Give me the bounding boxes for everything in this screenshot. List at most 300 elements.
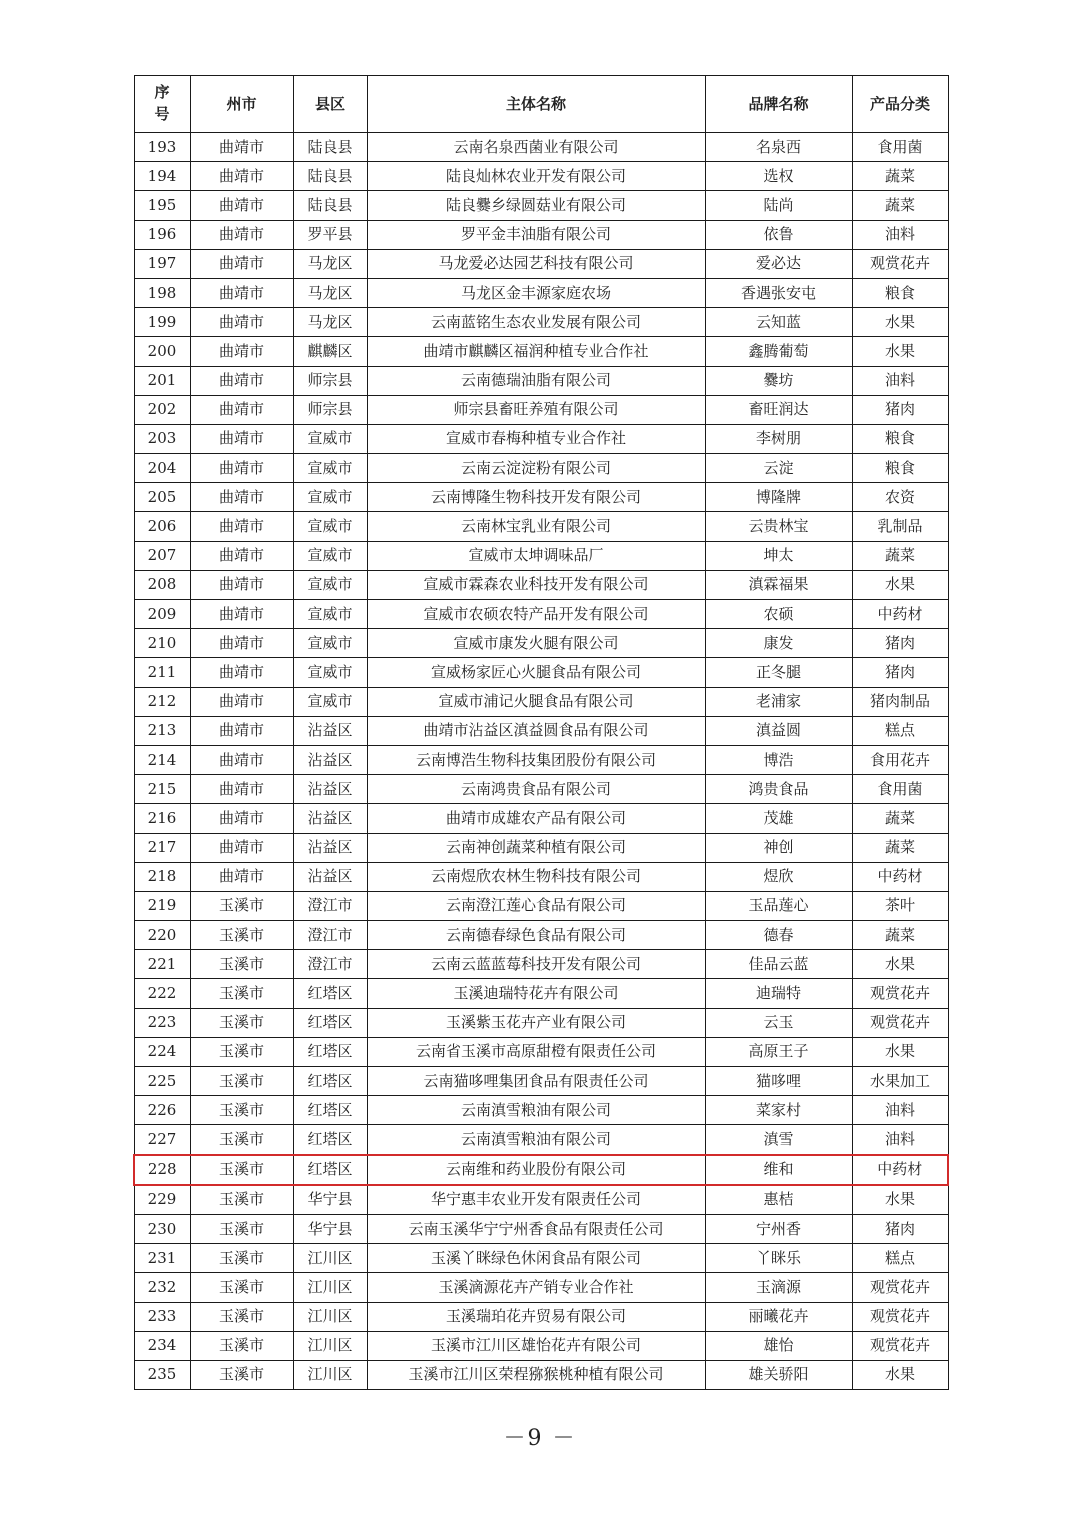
table-row	[134, 278, 948, 307]
header-entity-name: 主体名称	[367, 76, 705, 133]
cell-brand-name: 滇霖福果	[705, 570, 852, 599]
cell-prefecture: 玉溪市	[190, 1331, 293, 1360]
table-row	[134, 337, 948, 366]
cell-county: 江川区	[293, 1331, 367, 1360]
cell-seq: 235	[134, 1360, 190, 1389]
cell-county: 沾益区	[293, 833, 367, 862]
cell-entity-name: 华宁惠丰农业开发有限责任公司	[367, 1185, 705, 1215]
cell-seq: 214	[134, 745, 190, 774]
cell-entity-name: 玉溪市江川区荣程猕猴桃种植有限公司	[367, 1360, 705, 1389]
header-product-category: 产品分类	[852, 76, 948, 133]
cell-product-category: 观赏花卉	[852, 1273, 948, 1302]
cell-prefecture: 曲靖市	[190, 162, 293, 191]
cell-county: 马龙区	[293, 278, 367, 307]
cell-product-category: 猪肉	[852, 658, 948, 687]
cell-brand-name: 正冬腿	[705, 658, 852, 687]
cell-seq: 202	[134, 395, 190, 424]
cell-seq: 196	[134, 220, 190, 249]
cell-prefecture: 曲靖市	[190, 483, 293, 512]
cell-product-category: 乳制品	[852, 512, 948, 541]
cell-product-category: 蔬菜	[852, 191, 948, 220]
cell-county: 红塔区	[293, 1125, 367, 1155]
cell-prefecture: 玉溪市	[190, 979, 293, 1008]
cell-seq: 233	[134, 1302, 190, 1331]
cell-county: 沾益区	[293, 745, 367, 774]
cell-brand-name: 滇雪	[705, 1125, 852, 1155]
table-row	[134, 220, 948, 249]
cell-brand-name: 茂雄	[705, 804, 852, 833]
cell-entity-name: 云南德瑞油脂有限公司	[367, 366, 705, 395]
cell-product-category: 油料	[852, 1125, 948, 1155]
cell-brand-name: 李树朋	[705, 424, 852, 453]
cell-seq: 198	[134, 278, 190, 307]
cell-prefecture: 曲靖市	[190, 220, 293, 249]
brand-list-table-container	[133, 75, 947, 1390]
cell-brand-name: 爱必达	[705, 249, 852, 278]
cell-entity-name: 云南滇雪粮油有限公司	[367, 1125, 705, 1155]
cell-product-category: 中药材	[852, 1155, 948, 1185]
cell-seq: 230	[134, 1214, 190, 1243]
cell-county: 宣威市	[293, 629, 367, 658]
cell-county: 江川区	[293, 1273, 367, 1302]
cell-entity-name: 玉溪市江川区雄怡花卉有限公司	[367, 1331, 705, 1360]
cell-prefecture: 玉溪市	[190, 1273, 293, 1302]
cell-seq: 210	[134, 629, 190, 658]
cell-prefecture: 曲靖市	[190, 570, 293, 599]
header-county: 县区	[293, 76, 367, 133]
cell-entity-name: 云南鸿贵食品有限公司	[367, 775, 705, 804]
cell-entity-name: 陆良灿林农业开发有限公司	[367, 162, 705, 191]
cell-prefecture: 曲靖市	[190, 249, 293, 278]
cell-entity-name: 玉溪滴源花卉产销专业合作社	[367, 1273, 705, 1302]
table-row	[134, 366, 948, 395]
cell-entity-name: 云南猫哆哩集团食品有限责任公司	[367, 1067, 705, 1096]
cell-seq: 234	[134, 1331, 190, 1360]
cell-seq: 203	[134, 424, 190, 453]
cell-county: 宣威市	[293, 454, 367, 483]
cell-product-category: 粮食	[852, 454, 948, 483]
table-row	[134, 191, 948, 220]
table-row	[134, 1244, 948, 1273]
table-row	[134, 1155, 948, 1185]
cell-entity-name: 罗平金丰油脂有限公司	[367, 220, 705, 249]
cell-seq: 209	[134, 600, 190, 629]
cell-prefecture: 玉溪市	[190, 1008, 293, 1037]
cell-brand-name: 高原王子	[705, 1037, 852, 1066]
cell-brand-name: 康发	[705, 629, 852, 658]
cell-entity-name: 马龙爱必达园艺科技有限公司	[367, 249, 705, 278]
cell-county: 马龙区	[293, 308, 367, 337]
cell-prefecture: 曲靖市	[190, 745, 293, 774]
cell-seq: 213	[134, 716, 190, 745]
cell-county: 沾益区	[293, 716, 367, 745]
cell-product-category: 蔬菜	[852, 921, 948, 950]
cell-prefecture: 曲靖市	[190, 278, 293, 307]
cell-entity-name: 玉溪瑞珀花卉贸易有限公司	[367, 1302, 705, 1331]
table-row	[134, 775, 948, 804]
table-row	[134, 308, 948, 337]
cell-brand-name: 玉滴源	[705, 1273, 852, 1302]
table-row	[134, 1008, 948, 1037]
cell-seq: 205	[134, 483, 190, 512]
header-seq: 序 号	[134, 76, 190, 133]
cell-county: 红塔区	[293, 1067, 367, 1096]
cell-brand-name: 菜家村	[705, 1096, 852, 1125]
cell-brand-name: 丫眯乐	[705, 1244, 852, 1273]
cell-county: 沾益区	[293, 862, 367, 891]
table-row	[134, 658, 948, 687]
table-row	[134, 133, 948, 162]
cell-brand-name: 维和	[705, 1155, 852, 1185]
cell-entity-name: 云南蓝铭生态农业发展有限公司	[367, 308, 705, 337]
cell-product-category: 观赏花卉	[852, 249, 948, 278]
table-row	[134, 570, 948, 599]
cell-county: 宣威市	[293, 687, 367, 716]
cell-prefecture: 玉溪市	[190, 1302, 293, 1331]
cell-brand-name: 选权	[705, 162, 852, 191]
cell-prefecture: 曲靖市	[190, 454, 293, 483]
cell-product-category: 农资	[852, 483, 948, 512]
table-row	[134, 1185, 948, 1215]
cell-brand-name: 老浦家	[705, 687, 852, 716]
table-row	[134, 745, 948, 774]
cell-brand-name: 博浩	[705, 745, 852, 774]
table-row	[134, 1331, 948, 1360]
cell-county: 麒麟区	[293, 337, 367, 366]
cell-entity-name: 云南云淀淀粉有限公司	[367, 454, 705, 483]
cell-county: 沾益区	[293, 804, 367, 833]
cell-seq: 211	[134, 658, 190, 687]
cell-county: 红塔区	[293, 979, 367, 1008]
cell-entity-name: 云南玉溪华宁宁州香食品有限责任公司	[367, 1214, 705, 1243]
cell-seq: 229	[134, 1185, 190, 1215]
cell-seq: 215	[134, 775, 190, 804]
cell-brand-name: 鸿贵食品	[705, 775, 852, 804]
cell-entity-name: 云南神创蔬菜种植有限公司	[367, 833, 705, 862]
table-row	[134, 395, 948, 424]
cell-county: 宣威市	[293, 424, 367, 453]
cell-product-category: 糕点	[852, 716, 948, 745]
cell-county: 红塔区	[293, 1155, 367, 1185]
table-row	[134, 424, 948, 453]
cell-entity-name: 玉溪迪瑞特花卉有限公司	[367, 979, 705, 1008]
cell-entity-name: 玉溪紫玉花卉产业有限公司	[367, 1008, 705, 1037]
cell-county: 江川区	[293, 1302, 367, 1331]
cell-product-category: 观赏花卉	[852, 979, 948, 1008]
table-row	[134, 921, 948, 950]
cell-product-category: 水果	[852, 337, 948, 366]
cell-seq: 231	[134, 1244, 190, 1273]
cell-brand-name: 鑫腾葡萄	[705, 337, 852, 366]
cell-entity-name: 宣威市春梅种植专业合作社	[367, 424, 705, 453]
cell-brand-name: 爨坊	[705, 366, 852, 395]
cell-product-category: 水果	[852, 1185, 948, 1215]
cell-seq: 193	[134, 133, 190, 162]
cell-product-category: 油料	[852, 366, 948, 395]
cell-brand-name: 滇益圆	[705, 716, 852, 745]
cell-product-category: 水果加工	[852, 1067, 948, 1096]
cell-product-category: 中药材	[852, 600, 948, 629]
cell-entity-name: 云南名泉西菌业有限公司	[367, 133, 705, 162]
cell-product-category: 蔬菜	[852, 162, 948, 191]
cell-seq: 218	[134, 862, 190, 891]
cell-seq: 204	[134, 454, 190, 483]
cell-prefecture: 曲靖市	[190, 658, 293, 687]
cell-seq: 227	[134, 1125, 190, 1155]
cell-product-category: 水果	[852, 570, 948, 599]
cell-brand-name: 云淀	[705, 454, 852, 483]
cell-seq: 197	[134, 249, 190, 278]
cell-prefecture: 曲靖市	[190, 600, 293, 629]
cell-prefecture: 曲靖市	[190, 833, 293, 862]
cell-product-category: 中药材	[852, 862, 948, 891]
table-row	[134, 512, 948, 541]
table-row	[134, 1037, 948, 1066]
cell-seq: 220	[134, 921, 190, 950]
table-row	[134, 979, 948, 1008]
cell-seq: 200	[134, 337, 190, 366]
table-body	[134, 133, 948, 1390]
cell-seq: 195	[134, 191, 190, 220]
cell-brand-name: 云贵林宝	[705, 512, 852, 541]
table-row	[134, 1360, 948, 1389]
cell-brand-name: 煜欣	[705, 862, 852, 891]
cell-prefecture: 玉溪市	[190, 1067, 293, 1096]
table-row	[134, 862, 948, 891]
cell-brand-name: 丽曦花卉	[705, 1302, 852, 1331]
cell-brand-name: 雄关骄阳	[705, 1360, 852, 1389]
table-row	[134, 891, 948, 920]
cell-prefecture: 曲靖市	[190, 862, 293, 891]
cell-entity-name: 宣威市太坤调味品厂	[367, 541, 705, 570]
cell-seq: 219	[134, 891, 190, 920]
cell-product-category: 观赏花卉	[852, 1008, 948, 1037]
page-number: －9 －	[503, 1426, 577, 1451]
cell-brand-name: 玉品莲心	[705, 891, 852, 920]
cell-prefecture: 玉溪市	[190, 1125, 293, 1155]
cell-county: 宣威市	[293, 541, 367, 570]
cell-county: 宣威市	[293, 570, 367, 599]
cell-county: 华宁县	[293, 1214, 367, 1243]
cell-entity-name: 玉溪丫眯绿色休闲食品有限公司	[367, 1244, 705, 1273]
cell-product-category: 茶叶	[852, 891, 948, 920]
cell-county: 澄江市	[293, 921, 367, 950]
cell-prefecture: 曲靖市	[190, 804, 293, 833]
table-header-row	[134, 76, 948, 133]
cell-entity-name: 宣威市霖森农业科技开发有限公司	[367, 570, 705, 599]
cell-county: 江川区	[293, 1360, 367, 1389]
cell-seq: 212	[134, 687, 190, 716]
cell-brand-name: 神创	[705, 833, 852, 862]
cell-entity-name: 云南滇雪粮油有限公司	[367, 1096, 705, 1125]
cell-seq: 199	[134, 308, 190, 337]
cell-brand-name: 博隆牌	[705, 483, 852, 512]
cell-prefecture: 玉溪市	[190, 891, 293, 920]
cell-entity-name: 云南林宝乳业有限公司	[367, 512, 705, 541]
table-row	[134, 1125, 948, 1155]
cell-county: 江川区	[293, 1244, 367, 1273]
cell-entity-name: 宣威市康发火腿有限公司	[367, 629, 705, 658]
cell-county: 沾益区	[293, 775, 367, 804]
cell-prefecture: 玉溪市	[190, 1244, 293, 1273]
cell-prefecture: 玉溪市	[190, 1037, 293, 1066]
cell-entity-name: 师宗县畜旺养殖有限公司	[367, 395, 705, 424]
table-row	[134, 687, 948, 716]
cell-brand-name: 迪瑞特	[705, 979, 852, 1008]
cell-entity-name: 曲靖市成雄农产品有限公司	[367, 804, 705, 833]
cell-brand-name: 德春	[705, 921, 852, 950]
table-row	[134, 1273, 948, 1302]
table-row	[134, 1067, 948, 1096]
brand-list-table	[133, 75, 949, 1390]
cell-prefecture: 曲靖市	[190, 687, 293, 716]
cell-prefecture: 曲靖市	[190, 133, 293, 162]
cell-county: 澄江市	[293, 950, 367, 979]
table-row	[134, 716, 948, 745]
cell-brand-name: 名泉西	[705, 133, 852, 162]
table-row	[134, 600, 948, 629]
table-row	[134, 541, 948, 570]
cell-county: 罗平县	[293, 220, 367, 249]
cell-county: 红塔区	[293, 1008, 367, 1037]
cell-county: 宣威市	[293, 658, 367, 687]
cell-product-category: 食用菌	[852, 775, 948, 804]
cell-brand-name: 坤太	[705, 541, 852, 570]
cell-entity-name: 云南德春绿色食品有限公司	[367, 921, 705, 950]
cell-product-category: 水果	[852, 1360, 948, 1389]
cell-county: 红塔区	[293, 1037, 367, 1066]
cell-prefecture: 曲靖市	[190, 775, 293, 804]
cell-county: 澄江市	[293, 891, 367, 920]
cell-product-category: 蔬菜	[852, 833, 948, 862]
cell-prefecture: 玉溪市	[190, 1096, 293, 1125]
cell-product-category: 水果	[852, 1037, 948, 1066]
cell-product-category: 蔬菜	[852, 541, 948, 570]
cell-brand-name: 依鲁	[705, 220, 852, 249]
cell-brand-name: 惠桔	[705, 1185, 852, 1215]
cell-prefecture: 曲靖市	[190, 366, 293, 395]
cell-product-category: 水果	[852, 950, 948, 979]
cell-product-category: 猪肉	[852, 1214, 948, 1243]
cell-county: 华宁县	[293, 1185, 367, 1215]
cell-seq: 206	[134, 512, 190, 541]
cell-seq: 201	[134, 366, 190, 395]
cell-product-category: 猪肉	[852, 629, 948, 658]
cell-brand-name: 香遇张安屯	[705, 278, 852, 307]
cell-product-category: 观赏花卉	[852, 1331, 948, 1360]
cell-product-category: 食用花卉	[852, 745, 948, 774]
cell-prefecture: 曲靖市	[190, 337, 293, 366]
cell-product-category: 粮食	[852, 424, 948, 453]
cell-seq: 194	[134, 162, 190, 191]
cell-county: 宣威市	[293, 512, 367, 541]
cell-product-category: 油料	[852, 1096, 948, 1125]
cell-brand-name: 陆尚	[705, 191, 852, 220]
cell-brand-name: 云知蓝	[705, 308, 852, 337]
table-row	[134, 162, 948, 191]
cell-entity-name: 云南澄江莲心食品有限公司	[367, 891, 705, 920]
table-row	[134, 454, 948, 483]
cell-county: 师宗县	[293, 366, 367, 395]
cell-prefecture: 曲靖市	[190, 424, 293, 453]
table-row	[134, 629, 948, 658]
cell-seq: 217	[134, 833, 190, 862]
cell-entity-name: 云南博隆生物科技开发有限公司	[367, 483, 705, 512]
cell-seq: 228	[134, 1155, 190, 1185]
cell-product-category: 观赏花卉	[852, 1302, 948, 1331]
table-row	[134, 950, 948, 979]
cell-brand-name: 畜旺润达	[705, 395, 852, 424]
cell-seq: 207	[134, 541, 190, 570]
cell-entity-name: 宣威杨家匠心火腿食品有限公司	[367, 658, 705, 687]
cell-entity-name: 宣威市农硕农特产品开发有限公司	[367, 600, 705, 629]
cell-seq: 224	[134, 1037, 190, 1066]
cell-prefecture: 曲靖市	[190, 395, 293, 424]
table-row	[134, 1096, 948, 1125]
cell-product-category: 糕点	[852, 1244, 948, 1273]
cell-brand-name: 猫哆哩	[705, 1067, 852, 1096]
cell-product-category: 粮食	[852, 278, 948, 307]
cell-prefecture: 玉溪市	[190, 1155, 293, 1185]
table-row	[134, 483, 948, 512]
cell-brand-name: 雄怡	[705, 1331, 852, 1360]
cell-prefecture: 玉溪市	[190, 1214, 293, 1243]
cell-prefecture: 曲靖市	[190, 541, 293, 570]
cell-seq: 216	[134, 804, 190, 833]
cell-product-category: 油料	[852, 220, 948, 249]
table-row	[134, 1302, 948, 1331]
table-row	[134, 804, 948, 833]
cell-seq: 223	[134, 1008, 190, 1037]
cell-entity-name: 曲靖市沾益区滇益圆食品有限公司	[367, 716, 705, 745]
cell-county: 陆良县	[293, 162, 367, 191]
cell-county: 宣威市	[293, 600, 367, 629]
cell-prefecture: 曲靖市	[190, 629, 293, 658]
cell-entity-name: 陆良爨乡绿圆菇业有限公司	[367, 191, 705, 220]
table-row	[134, 1214, 948, 1243]
cell-seq: 226	[134, 1096, 190, 1125]
cell-prefecture: 玉溪市	[190, 1360, 293, 1389]
cell-county: 师宗县	[293, 395, 367, 424]
cell-product-category: 猪肉	[852, 395, 948, 424]
table-row	[134, 833, 948, 862]
cell-product-category: 水果	[852, 308, 948, 337]
cell-county: 陆良县	[293, 133, 367, 162]
cell-seq: 208	[134, 570, 190, 599]
cell-product-category: 蔬菜	[852, 804, 948, 833]
cell-prefecture: 玉溪市	[190, 1185, 293, 1215]
cell-seq: 222	[134, 979, 190, 1008]
cell-entity-name: 宣威市浦记火腿食品有限公司	[367, 687, 705, 716]
cell-entity-name: 云南省玉溪市高原甜橙有限责任公司	[367, 1037, 705, 1066]
cell-prefecture: 曲靖市	[190, 716, 293, 745]
cell-brand-name: 佳品云蓝	[705, 950, 852, 979]
cell-product-category: 食用菌	[852, 133, 948, 162]
header-prefecture: 州市	[190, 76, 293, 133]
cell-entity-name: 云南维和药业股份有限公司	[367, 1155, 705, 1185]
cell-prefecture: 玉溪市	[190, 921, 293, 950]
cell-county: 马龙区	[293, 249, 367, 278]
cell-seq: 225	[134, 1067, 190, 1096]
cell-county: 宣威市	[293, 483, 367, 512]
cell-prefecture: 曲靖市	[190, 512, 293, 541]
cell-entity-name: 云南煜欣农林生物科技有限公司	[367, 862, 705, 891]
cell-seq: 221	[134, 950, 190, 979]
cell-brand-name: 农硕	[705, 600, 852, 629]
cell-entity-name: 曲靖市麒麟区福润种植专业合作社	[367, 337, 705, 366]
table-row	[134, 249, 948, 278]
cell-prefecture: 曲靖市	[190, 308, 293, 337]
